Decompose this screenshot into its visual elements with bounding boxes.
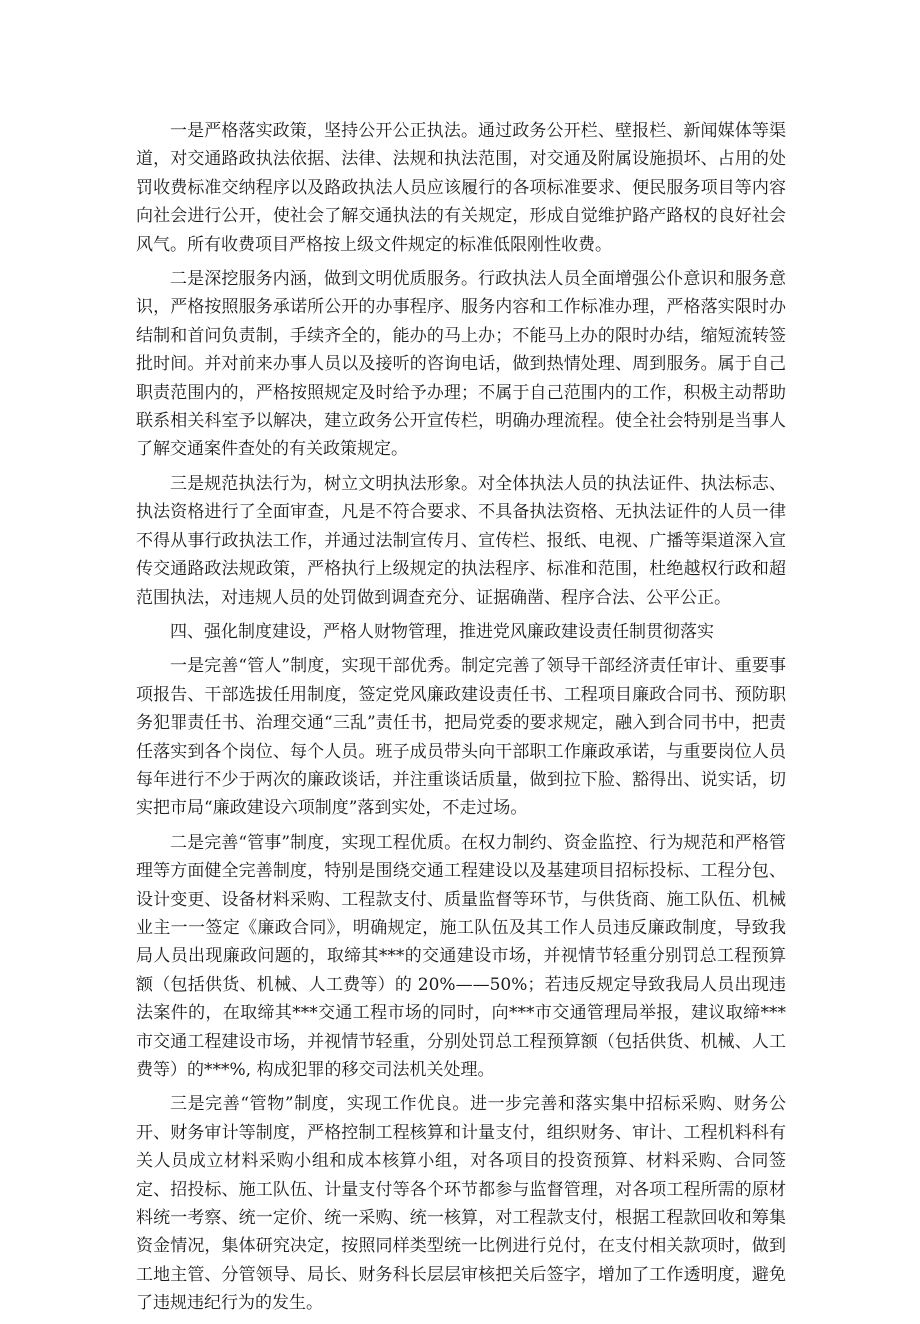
paragraph-policy-implementation: 一是严格落实政策，坚持公开公正执法。通过政务公开栏、壁报栏、新闻媒体等渠道，对交通路政执法依据、法律、法规和执法范围，对交通及附属设施损坏、占用的处罚收费标准交纳程序以及路政执法人员应该履行的各项标准要求、便民服务项目等内容向社会进行公开，使社会了解交通执法的有关规定，形成自觉维护路产路权的良好社会风气。所有收费项目严格按上级文件规定的标准低限刚性收费。 — [136, 121, 786, 255]
paragraph-manage-materials: 三是完善“管物”制度，实现工作优良。进一步完善和落实集中招标采购、财务公开、财务审计等制度，严格控制工程核算和计量支付，组织财务、审计、工程机料科有关人员成立材料采购小组和成本核算小组，对各项目的投资预算、材料采购、合同签定、招投标、施工队伍、计量支付等各个环节都参与监督管理，对各项工程所需的原材料统一考察、统一定价、统一采购、统一核算，对工程款支付，根据工程款回收和筹集资金情况，集体研究决定，按照同样类型统一比例进行兑付，在支付相关款项时，做到工地主管、分管领导、局长、财务科长层层审核把关后签字，增加了工作透明度，避免了违规违纪行为的发生。 — [136, 1094, 786, 1314]
document-body — [136, 117, 786, 1324]
paragraph-manage-people: 一是完善“管人”制度，实现干部优秀。制定完善了领导干部经济责任审计、重要事项报告、干部选拔任用制度，签定党风廉政建设责任书、工程项目廉政合同书、预防职务犯罪责任书、治理交通“三乱”责任书，把局党委的要求规定，融入到合同书中，把责任落实到各个岗位、每个人员。班子成员带头向干部职工作廉政承诺，与重要岗位人员每年进行不少于两次的廉政谈话，并注重谈话质量，做到拉下脸、豁得出、说实话，切实把市局“廉政建设六项制度”落到实处，不走过场。 — [136, 656, 786, 819]
paragraph-service-quality: 二是深挖服务内涵，做到文明优质服务。行政执法人员全面增强公仆意识和服务意识，严格按照服务承诺所公开的办事程序、服务内容和工作标准办理，严格落实限时办结制和首问负责制，手续齐全的，能办的马上办；不能马上办的限时办结，缩短流转签批时间。并对前来办事人员以及接听的咨询电话，做到热情处理、周到服务。属于自己职责范围内的，严格按照规定及时给予办理；不属于自己范围内的工作，积极主动帮助联系相关科室予以解决，建立政务公开宣传栏，明确办理流程。使全社会特别是当事人了解交通案件查处的有关政策规定。 — [136, 269, 786, 460]
paragraph-law-enforcement: 三是规范执法行为，树立文明执法形象。对全体执法人员的执法证件、执法标志、执法资格进行了全面审查，凡是不符合要求、不具备执法资格、无执法证件的人员一律不得从事行政执法工作，并通过法制宣传月、宣传栏、报纸、电视、广播等渠道深入宣传交通路政法规政策，严格执行上级规定的执法程序、标准和范围，杜绝越权行政和超范围执法，对违规人员的处罚做到调查充分、证据确凿、程序合法、公平公正。 — [136, 473, 786, 608]
section-heading-system-building: 四、强化制度建设，严格人财物管理，推进党风廉政建设责任制贯彻落实 — [170, 621, 714, 642]
paragraph-manage-affairs: 二是完善“管事”制度，实现工程优质。在权力制约、资金监控、行为规范和严格管理等方面健全完善制度，特别是围绕交通工程建设以及基建项目招标投标、工程分包、设计变更、设备材料采购、工程款支付、质量监督等环节，与供货商、施工队伍、机械业主一一签定《廉政合同》，明确规定，施工队伍及其工作人员违反廉政制度，导致我局人员出现廉政问题的，取缔其***的交通建设市场，并视情节轻重分别罚总工程预算额（包括供货、机械、人工费等）的 20%——50%；若违反规定导致我局人员出现违法案件的，在取缔其***交通工程市场的同时，向***市交通管理局举报，建议取缔***市交通工程建设市场，并视情节轻重，分别处罚总工程预算额（包括供货、机械、人工费等）的***%, 构成犯罪的移交司法机关处理。 — [136, 832, 786, 1080]
